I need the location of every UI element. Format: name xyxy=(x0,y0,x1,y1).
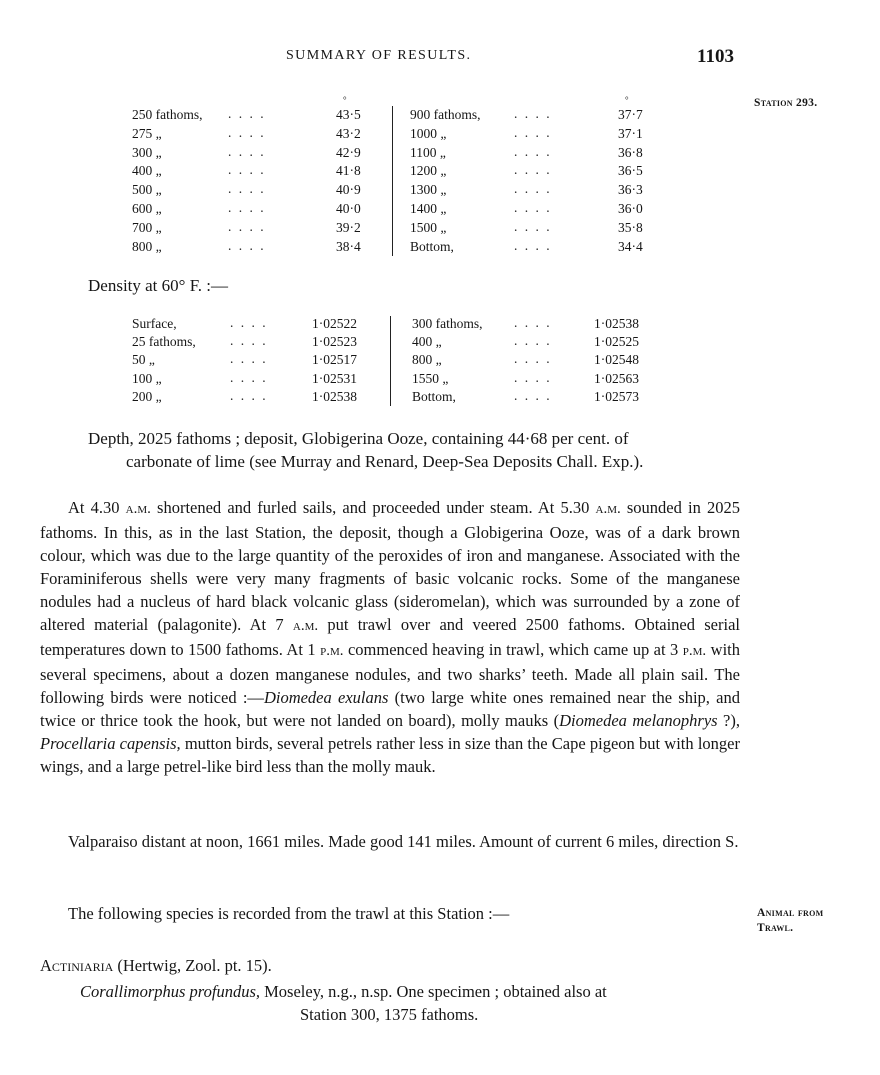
table-depth-cell: 100 „ xyxy=(132,370,162,386)
leader-dots: . . . . xyxy=(228,218,266,234)
table-depth-cell: 200 „ xyxy=(132,388,162,404)
table-depth-cell: 300 fathoms, xyxy=(412,316,483,331)
leader-dots: . . . . xyxy=(514,218,552,234)
density-heading: Density at 60° F. :— xyxy=(88,276,229,295)
table-depth-cell: 300 „ xyxy=(132,144,162,160)
table-depth-cell: 1400 „ xyxy=(410,201,447,216)
table-value-cell: 1·02548 xyxy=(594,352,639,368)
table-value-cell: 1·02517 xyxy=(312,352,357,368)
margin-note-station: Station 293. xyxy=(754,97,818,109)
table-depth-cell: Bottom, xyxy=(412,388,456,404)
leader-dots: . . . . xyxy=(230,351,268,367)
table-depth-cell: 25 fathoms, xyxy=(132,334,196,350)
table-value-cell: 36·5 xyxy=(618,163,643,179)
leader-dots: . . . . xyxy=(230,333,268,349)
species-entry-line2: Station 300, 1375 fathoms. xyxy=(300,1005,479,1024)
leader-dots: . . . . xyxy=(514,181,552,197)
depth-note-line1: Depth, 2025 fathoms ; deposit, Globigerina Ooze, containing 44·68 per cent. of xyxy=(88,429,629,448)
table-depth-cell: 700 „ xyxy=(132,219,162,235)
table-value-cell: 36·0 xyxy=(618,201,643,216)
trawl-intro: The following species is recorded from the trawl at this Station :— xyxy=(68,904,510,923)
leader-dots: . . . . xyxy=(514,351,552,367)
leader-dots: . . . . xyxy=(514,200,552,215)
table-value-cell: 1·02531 xyxy=(312,370,357,386)
species-corallimorphus: Corallimorphus profundus, xyxy=(80,982,261,1001)
running-header-title: SUMMARY OF RESULTS. xyxy=(286,48,472,63)
leader-dots: . . . . xyxy=(228,200,266,215)
leader-dots: . . . . xyxy=(514,333,552,349)
table-value-cell: 40·0 xyxy=(336,201,361,216)
table-depth-cell: 1300 „ xyxy=(410,182,447,198)
species-diomedea-melanophrys: Diomedea melanophrys xyxy=(559,711,718,730)
degree-mark-left: ° xyxy=(343,95,347,105)
table-depth-cell: 400 „ xyxy=(412,334,442,350)
table-value-cell: 1·02538 xyxy=(594,316,639,331)
page-number: 1103 xyxy=(697,46,734,67)
leader-dots: . . . . xyxy=(230,315,268,330)
table-value-cell: 34·4 xyxy=(618,238,643,254)
leader-dots: . . . . xyxy=(228,237,266,253)
table-value-cell: 37·1 xyxy=(618,125,643,141)
table-depth-cell: 500 „ xyxy=(132,182,162,198)
table-value-cell: 40·9 xyxy=(336,182,361,198)
table-depth-cell: 250 fathoms, xyxy=(132,107,203,122)
table-value-cell: 39·2 xyxy=(336,219,361,235)
table-value-cell: 1·02538 xyxy=(312,388,357,404)
table-depth-cell: 400 „ xyxy=(132,163,162,179)
leader-dots: . . . . xyxy=(514,143,552,159)
table-value-cell: 43·5 xyxy=(336,107,361,122)
table-value-cell: 1·02522 xyxy=(312,316,357,331)
table-value-cell: 36·8 xyxy=(618,144,643,160)
table-value-cell: 36·3 xyxy=(618,182,643,198)
leader-dots: . . . . xyxy=(514,315,552,330)
density-divider xyxy=(390,316,391,406)
table-depth-cell: 1550 „ xyxy=(412,370,449,386)
table-value-cell: 43·2 xyxy=(336,125,361,141)
leader-dots: . . . . xyxy=(230,387,268,403)
leader-dots: . . . . xyxy=(228,124,266,140)
table-divider xyxy=(392,106,393,256)
leader-dots: . . . . xyxy=(514,124,552,140)
table-value-cell: 38·4 xyxy=(336,238,361,254)
leader-dots: . . . . xyxy=(228,162,266,178)
table-depth-cell: 1200 „ xyxy=(410,163,447,179)
degree-mark-right: ° xyxy=(625,95,629,105)
table-depth-cell: 50 „ xyxy=(132,352,155,368)
leader-dots: . . . . xyxy=(514,106,552,121)
species-entry: Corallimorphus profundus, Moseley, n.g., n.sp. One specimen ; obtained also at xyxy=(80,982,607,1001)
leader-dots: . . . . xyxy=(230,369,268,385)
table-depth-cell: 275 „ xyxy=(132,125,162,141)
table-depth-cell: 800 „ xyxy=(132,238,162,254)
table-depth-cell: 1100 „ xyxy=(410,144,446,160)
leader-dots: . . . . xyxy=(228,106,266,121)
leader-dots: . . . . xyxy=(514,162,552,178)
table-value-cell: 1·02525 xyxy=(594,334,639,350)
margin-note-animal: Animal from Trawl. xyxy=(757,907,824,934)
actiniaria-heading: Actiniaria (Hertwig, Zool. pt. 15). xyxy=(40,956,272,975)
narrative-paragraph: At 4.30 a.m. shortened and furled sails, and proceeded under steam. At 5.30 a.m. sounded in 2025 fathoms. In this, as in the last Station, the deposit, though a Globigerina Ooze, was of a dark brown colour, which was due to the large quantity of the peroxides of iron and manganese. Associated with the Foraminiferous shells were very many fragments of basic volcanic rocks. Some of the manganese nodules had a nucleus of hard black volcanic glass (sideromelan), which was surrounded by a zone of altered material (palagonite). At 7 a.m. put trawl over and veered 2500 fathoms. Obtained serial temperatures down to 1500 fathoms. At 1 p.m. commenced heaving in trawl, which came up at 3 p.m. with several specimens, about a dozen manganese nodules, and two sharks’ teeth. Made all plain sail. The following birds were noticed :—Diomedea exulans (two large white ones remained near the ship, and twice or thrice took the hook, but were not landed on board), molly mauks (Diomedea melanophrys ?), Procellaria capensis, mutton birds, several petrels rather less in size than the Cape pigeon but with longer wings, and a large petrel-like bird less than the molly mauk. xyxy=(40,498,741,776)
table-value-cell: 35·8 xyxy=(618,219,643,235)
table-depth-cell: 1500 „ xyxy=(410,219,447,235)
table-depth-cell: 900 fathoms, xyxy=(410,107,481,122)
table-value-cell: 1·02523 xyxy=(312,334,357,350)
table-value-cell: 1·02573 xyxy=(594,388,639,404)
leader-dots: . . . . xyxy=(514,237,552,253)
valparaiso-paragraph: Valparaiso distant at noon, 1661 miles. Made good 141 miles. Amount of current 6 miles, direction S. xyxy=(68,832,739,851)
table-value-cell: 37·7 xyxy=(618,107,643,122)
leader-dots: . . . . xyxy=(228,143,266,159)
table-depth-cell: 800 „ xyxy=(412,352,442,368)
table-depth-cell: 600 „ xyxy=(132,201,162,216)
table-depth-cell: 1000 „ xyxy=(410,125,447,141)
depth-note-line2: carbonate of lime (see Murray and Renard, Deep-Sea Deposits Chall. Exp.). xyxy=(126,452,644,471)
leader-dots: . . . . xyxy=(228,181,266,197)
species-diomedea-exulans: Diomedea exulans xyxy=(263,688,389,707)
leader-dots: . . . . xyxy=(514,387,552,403)
table-value-cell: 41·8 xyxy=(336,163,361,179)
table-value-cell: 1·02563 xyxy=(594,370,639,386)
species-procellaria-capensis: Procellaria capensis, xyxy=(40,734,181,753)
leader-dots: . . . . xyxy=(514,369,552,385)
table-depth-cell: Bottom, xyxy=(410,238,454,254)
table-depth-cell: Surface, xyxy=(132,316,177,331)
table-value-cell: 42·9 xyxy=(336,144,361,160)
